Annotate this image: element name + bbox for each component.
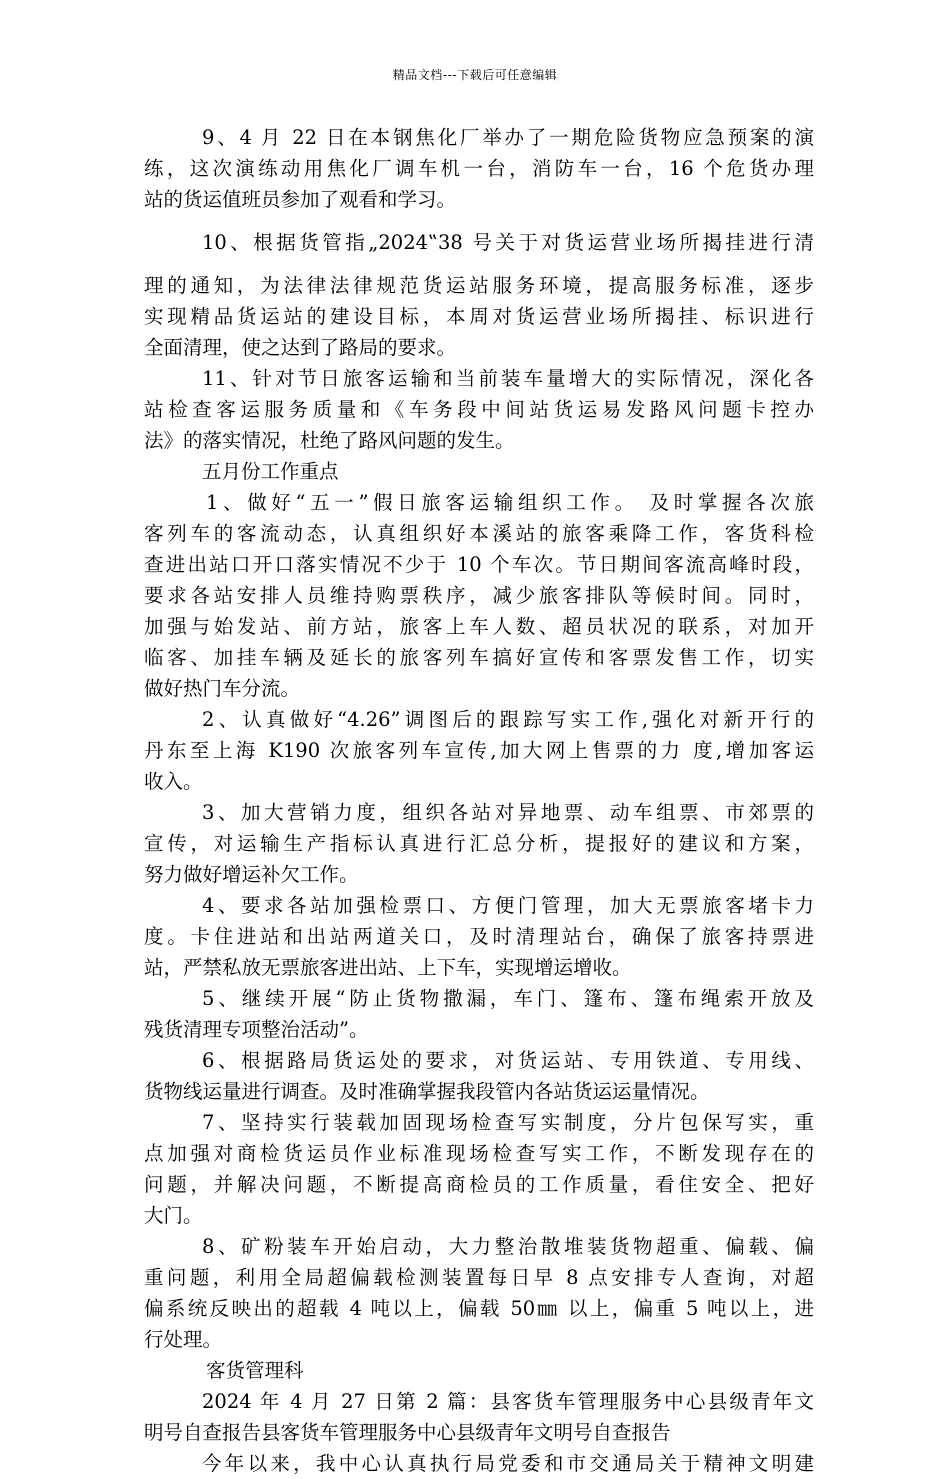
paragraph-line: 5、继续开展“防止货物撒漏，车门、篷布、篷布绳索开放及	[202, 987, 814, 1010]
paragraph-line: 1、做好“五一”假日旅客运输组织工作。 及时掌握各次旅	[206, 491, 814, 514]
paragraph-line: 重问题，利用全局超偏载检测装置每日早 8 点安排专人查询，对超	[144, 1266, 814, 1289]
paragraph-line: 货物线运量进行调查。及时准确掌握我段管内各站货运运量情况。	[144, 1080, 710, 1103]
paragraph-line: 点加强对商检货运员作业标准现场检查写实工作，不断发现存在的	[144, 1142, 814, 1165]
paragraph-line: 3、加大营销力度，组织各站对异地票、动车组票、市郊票的	[202, 801, 814, 824]
paragraph-line: 临客、加挂车辆及延长的旅客列车搞好宣传和客票发售工作，切实	[144, 646, 814, 669]
paragraph-line: 收入。	[144, 770, 203, 793]
paragraph-line: 努力做好增运补欠工作。	[144, 863, 359, 886]
paragraph-line: 客列车的客流动态，认真组织好本溪站的旅客乘降工作，客货科检	[144, 522, 814, 545]
paragraph-line: 丹东至上海 K190 次旅客列车宣传,加大网上售票的力 度,增加客运	[144, 739, 814, 762]
section-heading: 五月份工作重点	[202, 460, 339, 483]
paragraph-line: 残货清理专项整治活动”。	[144, 1018, 369, 1041]
paragraph-line: 理的通知，为法律法律规范货运站服务环境，提高服务标准，逐步	[144, 274, 814, 297]
paragraph-line: 实现精品货运站的建设目标，本周对货运营业场所揭挂、标识进行	[144, 305, 814, 328]
paragraph-line: 2、认真做好“4.26”调图后的跟踪写实工作,强化对新开行的	[202, 708, 814, 731]
paragraph-line: 大门。	[144, 1204, 203, 1227]
paragraph-line: 度。卡住进站和出站两道关口，及时清理站台，确保了旅客持票进	[144, 925, 814, 948]
paragraph-line: 4、要求各站加强检票口、方便门管理，加大无票旅客堵卡力	[202, 894, 814, 917]
paragraph-line: 加强与始发站、前方站，旅客上车人数、超员状况的联系，对加开	[144, 615, 814, 638]
paragraph-line: 6、根据路局货运处的要求，对货运站、专用铁道、专用线、	[202, 1049, 814, 1072]
paragraph-line: 2024 年 4 月 27 日第 2 篇：县客货车管理服务中心县级青年文	[202, 1390, 814, 1413]
paragraph-line: 站的货运值班员参加了观看和学习。	[144, 188, 457, 211]
paragraph-line: 站，严禁私放无票旅客进出站、上下车，实现增运增收。	[144, 956, 632, 979]
paragraph-line: 偏系统反映出的超载 4 吨以上，偏载 50㎜ 以上，偏重 5 吨以上，进	[144, 1297, 814, 1320]
paragraph-line: 7、坚持实行装载加固现场检查写实制度，分片包保写实，重	[202, 1111, 814, 1134]
paragraph-line: 9、4 月 22 日在本钢焦化厂举办了一期危险货物应急预案的演	[202, 126, 814, 149]
page-header: 精品文档---下载后可任意编辑	[392, 68, 558, 82]
paragraph-line: 法》的落实情况，杜绝了路风问题的发生。	[144, 429, 515, 452]
paragraph-line: 要求各站安排人员维持购票秩序，减少旅客排队等候时间。同时，	[144, 584, 814, 607]
paragraph-line: 查进出站口开口落实情况不少于 10 个车次。节日期间客流高峰时段，	[144, 553, 814, 576]
paragraph-line: 全面清理，使之达到了路局的要求。	[144, 336, 457, 359]
paragraph-line: 做好热门车分流。	[144, 677, 301, 700]
paragraph-line: 今年以来，我中心认真执行局党委和市交通局关于精神文明建	[202, 1452, 814, 1475]
signature-department: 客货管理科	[206, 1359, 304, 1382]
paragraph-line: 8、矿粉装车开始启动，大力整治散堆装货物超重、偏载、偏	[202, 1235, 814, 1258]
paragraph-line: 练，这次演练动用焦化厂调车机一台，消防车一台，16 个危货办理	[144, 157, 814, 180]
paragraph-line: 明号自查报告县客货车管理服务中心县级青年文明号自查报告	[144, 1421, 671, 1444]
paragraph-line: 站检查客运服务质量和《车务段中间站货运易发路风问题卡控办	[144, 398, 814, 421]
paragraph-line: 10、根据货管指„2024‟38 号关于对货运营业场所揭挂进行清	[202, 231, 814, 254]
paragraph-line: 问题，并解决问题，不断提高商检员的工作质量，看住安全、把好	[144, 1173, 814, 1196]
paragraph-line: 11、针对节日旅客运输和当前装车量增大的实际情况，深化各	[202, 367, 814, 390]
paragraph-line: 宣传，对运输生产指标认真进行汇总分析，提报好的建议和方案，	[144, 832, 814, 855]
paragraph-line: 行处理。	[144, 1328, 223, 1351]
document-body	[144, 122, 814, 1479]
